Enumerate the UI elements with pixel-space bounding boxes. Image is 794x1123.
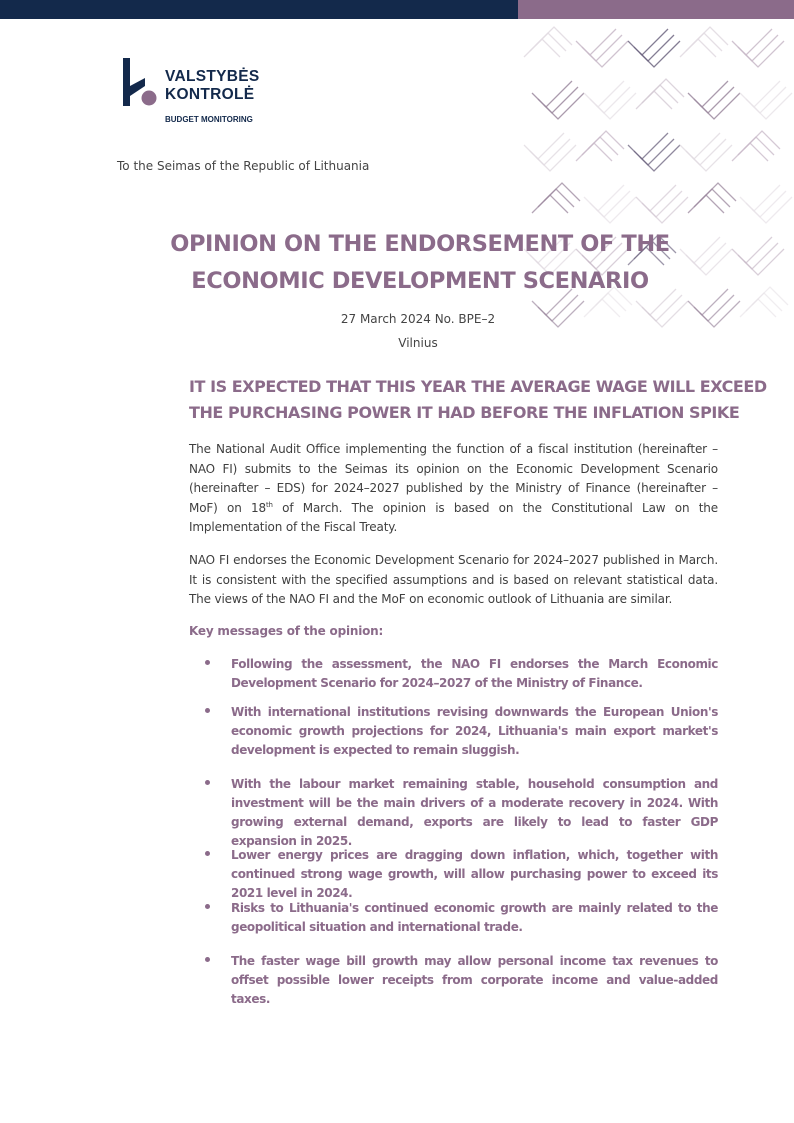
section-subtitle-line1: IT IS EXPECTED THAT THIS YEAR THE AVERAGE WAGE WILL EXCEED [189,377,767,396]
chevron-pattern-stroke [752,197,792,223]
chevron-pattern-stroke [642,85,678,103]
chevron-pattern-stroke [576,143,612,161]
chevron-pattern-stroke [694,295,734,321]
chevron-pattern-stroke [746,293,782,311]
chevron-pattern-stroke [688,195,724,213]
key-messages-heading: Key messages of the opinion: [189,624,384,638]
chevron-pattern-stroke [582,35,622,61]
bullet-icon [205,904,210,909]
chevron-pattern-stroke [738,243,778,269]
document-date: 27 March 2024 No. BPE–2 [340,312,496,326]
chevron-pattern-stroke [628,133,668,159]
chevron-pattern-stroke [530,139,570,165]
logo-mark-icon [121,56,161,108]
chevron-pattern-stroke [700,93,740,119]
chevron-pattern-stroke [536,27,572,45]
logo [121,56,271,128]
chevron-pattern-stroke [692,145,732,171]
chevron-pattern-stroke [744,249,784,275]
chevron-pattern-stroke [744,41,784,67]
logo-text-line1: VALSTYBĖS [165,68,260,85]
chevron-pattern-stroke [648,301,688,327]
bullet-icon [205,851,210,856]
chevron-pattern-stroke [544,183,580,201]
chevron-pattern-stroke [680,39,716,57]
chevron-pattern-stroke [700,301,740,327]
document-place: Vilnius [398,336,438,350]
chevron-pattern-stroke [680,133,720,159]
section-subtitle-line2: THE PURCHASING POWER IT HAD BEFORE THE INFLATION SPIKE [189,403,740,422]
chevron-pattern-stroke [584,185,624,211]
chevron-pattern-stroke [588,41,628,67]
chevron-pattern-stroke [588,131,624,149]
key-message-text: With international institutions revising downwards the European Union's economic growth projections for 2024, Lithuania's main export market's development is expected to remain sluggish. [231,705,718,757]
key-message-text: Lower energy prices are dragging down inflation, which, together with continued strong wage growth, will allow purchasing power to exceed its 2021 level in 2024. [231,848,718,900]
chevron-pattern-stroke [642,191,682,217]
chevron-pattern-stroke [544,93,584,119]
chevron-pattern-stroke [640,41,680,67]
chevron-pattern-stroke [700,183,736,201]
chevron-pattern-stroke [584,81,624,107]
top-bar-navy [0,0,518,19]
intro-paragraph-2: NAO FI endorses the Economic Development Scenario for 2024–2027 published in March. It is consistent with the specified assumptions and is based on relevant statistical data. The views of the NAO FI and the MoF on economic outlook of Lithuania are similar. [189,553,718,606]
ordinal-suffix: th [265,500,273,509]
bullet-icon [205,708,210,713]
chevron-pattern-stroke [686,33,722,51]
chevron-pattern-stroke [752,93,792,119]
logo-text-line2: KONTROLĖ [165,86,255,103]
chevron-pattern-stroke [746,87,786,113]
chevron-pattern-stroke [532,81,572,107]
chevron-pattern-stroke [634,139,674,165]
chevron-pattern-stroke [738,35,778,61]
key-message-text: The faster wage bill growth may allow personal income tax revenues to offset possible lower receipts from corporate income and value-added taxes. [231,954,718,1006]
chevron-pattern-stroke [634,35,674,61]
chevron-pattern-stroke [628,29,668,55]
addressee: To the Seimas of the Republic of Lithuania [117,159,370,173]
chevron-pattern-stroke [530,33,566,51]
chevron-pattern-stroke [692,27,728,45]
chevron-pattern-stroke [648,197,688,223]
chevron-pattern-stroke [686,139,726,165]
chevron-pattern-stroke [648,79,684,97]
chevron-pattern-stroke [688,81,728,107]
bullet-icon [205,957,210,962]
chevron-pattern-stroke [752,287,788,305]
top-bar-mauve [518,0,794,19]
bullet-icon [205,780,210,785]
chevron-pattern-stroke [636,185,676,211]
intro-paragraph-1 [189,440,718,538]
chevron-pattern-stroke [636,91,672,109]
intro-paragraph-1-end: of March. The opinion is based on the Constitutional Law on the Implementation of the Fiscal Treaty. [189,500,718,534]
chevron-pattern-stroke [732,29,772,55]
chevron-pattern-stroke [694,189,730,207]
chevron-pattern-stroke [590,191,630,217]
section-subtitle [189,374,767,426]
chevron-pattern-stroke [524,39,560,57]
chevron-pattern-stroke [732,143,768,161]
chevron-pattern-stroke [740,81,780,107]
key-message-text: Risks to Lithuania's continued economic growth are mainly related to the geopolitical situation and international trade. [231,901,718,934]
chevron-pattern-stroke [536,145,576,171]
chevron-pattern-stroke [740,299,776,317]
document-title-line1: OPINION ON THE ENDORSEMENT OF THE [170,231,670,257]
chevron-pattern-stroke [732,237,772,263]
chevron-pattern-stroke [538,189,574,207]
intro-paragraph-1-main: The National Audit Office implementing the function of a fiscal institution (hereinafter – NAO FI) submits to the Seimas its opinion on the Economic Development Scenario (hereinafter – EDS) for 2024–2027 published by the Ministry of Finance (hereinafter – MoF) on 18 [189,442,718,515]
key-message-text: Following the assessment, the NAO FI endorses the March Economic Development Scenario for 2024–2027 of the Ministry of Finance. [231,657,718,690]
chevron-pattern-stroke [538,87,578,113]
chevron-pattern-stroke [738,137,774,155]
document-title-line2: ECONOMIC DEVELOPMENT SCENARIO [191,268,649,294]
document-title [140,226,700,300]
chevron-pattern-stroke [744,131,780,149]
chevron-pattern-stroke [596,93,636,119]
chevron-pattern-stroke [576,29,616,55]
bullet-icon [205,660,210,665]
chevron-pattern-stroke [596,197,636,223]
key-message-text: With the labour market remaining stable, household consumption and investment will be the main drivers of a moderate recovery in 2024. With growing external demand, exports are likely to lead to faster GDP expansion in 2025. [231,777,718,848]
chevron-pattern-stroke [532,195,568,213]
chevron-pattern-stroke [746,191,786,217]
chevron-pattern-stroke [590,87,630,113]
chevron-pattern-stroke [640,145,680,171]
chevron-pattern-stroke [694,87,734,113]
logo-subtitle: BUDGET MONITORING [165,115,253,124]
chevron-pattern-stroke [740,185,780,211]
chevron-pattern-stroke [582,137,618,155]
chevron-pattern-stroke [524,133,564,159]
